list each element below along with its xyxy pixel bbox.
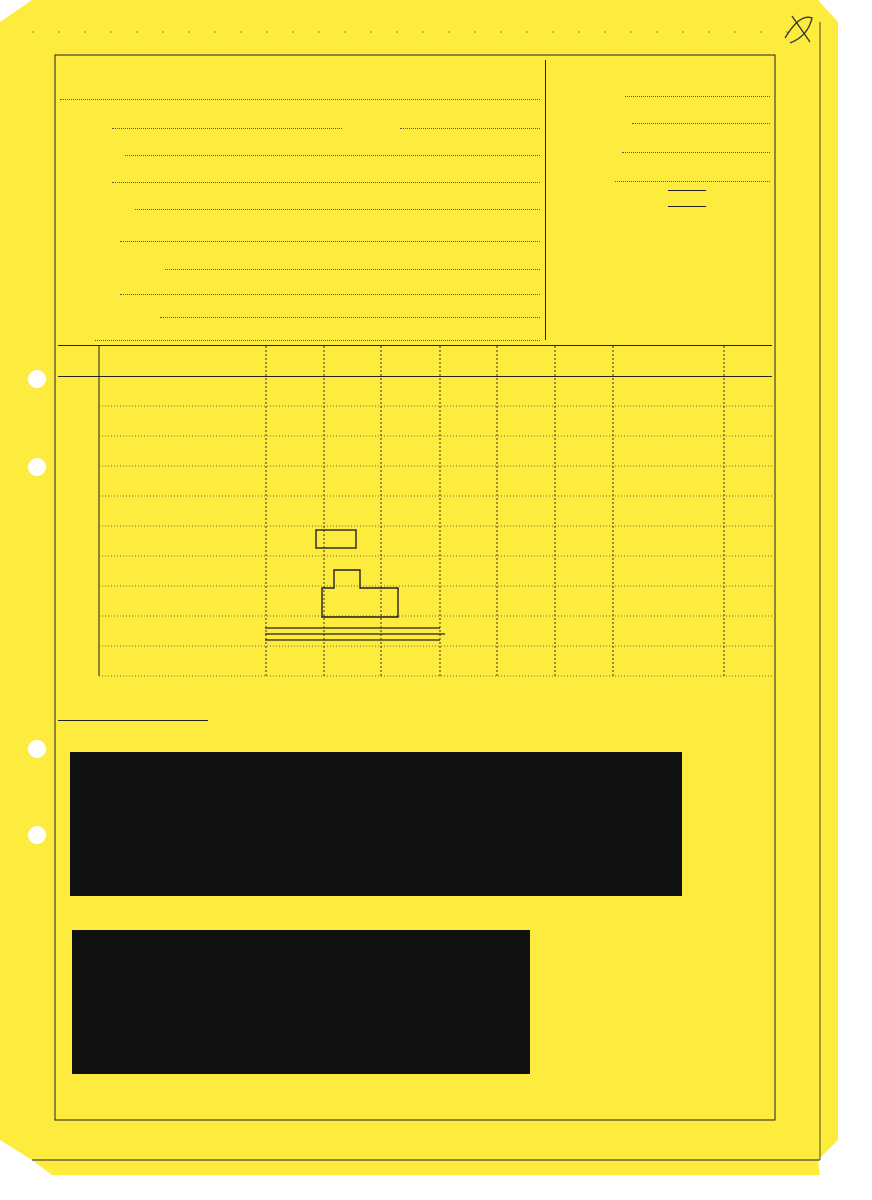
agare-rule	[58, 720, 208, 721]
corner-mark	[780, 8, 820, 48]
punch-hole	[28, 826, 46, 844]
film-strip-1	[70, 752, 682, 896]
punch-hole	[28, 740, 46, 758]
film-strip-2	[72, 930, 530, 1074]
